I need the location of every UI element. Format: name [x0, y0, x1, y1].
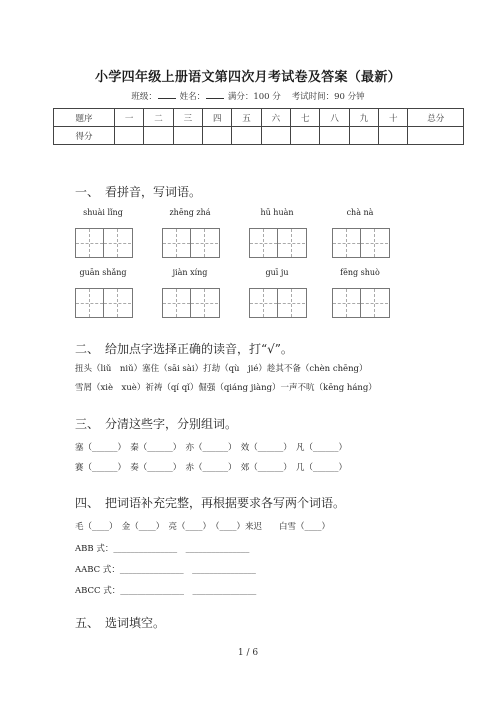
writing-grid[interactable]: [332, 288, 390, 318]
writing-grid[interactable]: [249, 288, 307, 318]
score-table-header-row: [54, 109, 464, 127]
writing-grid[interactable]: [162, 288, 220, 318]
score-table-score-row: [54, 127, 464, 145]
section2-heading: 二、 给加点字选择正确的读音，打“√”。: [75, 342, 293, 356]
question-line: 塞（______） 秦（______） 亦（______） 效（______） 凡（______）: [75, 443, 348, 453]
pinyin-label: chà nà: [346, 208, 374, 217]
abb-line: ABB 式：_______________ _______________: [75, 544, 250, 554]
pinyin-label: fēng shuò: [340, 268, 380, 277]
score-input-cell[interactable]: [320, 127, 349, 145]
writing-grid[interactable]: [249, 228, 307, 258]
score-input-cell[interactable]: [232, 127, 261, 145]
pinyin-label: hū huàn: [260, 208, 294, 217]
name-blank[interactable]: [206, 90, 224, 99]
table-cell: 八: [320, 109, 349, 127]
score-input-cell[interactable]: [173, 127, 202, 145]
score-input-cell[interactable]: [144, 127, 173, 145]
section5-heading: 五、 选词填空。: [75, 616, 166, 630]
exam-meta: [0, 90, 496, 102]
table-cell: 二: [144, 109, 173, 127]
table-cell: 九: [349, 109, 378, 127]
score-input-cell[interactable]: [408, 127, 464, 145]
writing-grid[interactable]: [75, 228, 133, 258]
table-cell: 七: [291, 109, 320, 127]
pinyin-label: shuài lǐng: [83, 208, 123, 217]
score-input-cell[interactable]: [115, 127, 144, 145]
score-input-cell[interactable]: [291, 127, 320, 145]
section3-heading: 三、 分清这些字，分别组词。: [75, 417, 238, 431]
score-table: [53, 108, 464, 145]
question-line: 扭头（liǔ niǔ）塞住（sāi sài）打劫（qù jié）趁其不备（chèn chēng）: [75, 364, 368, 374]
page-number: 1 / 6: [237, 648, 259, 658]
class-blank[interactable]: [158, 90, 176, 99]
aabc-line: AABC 式：_______________ _______________: [75, 565, 256, 575]
abcc-line: ABCC 式：_______________ _______________: [75, 586, 257, 596]
score-input-cell[interactable]: [349, 127, 378, 145]
table-cell: 五: [232, 109, 261, 127]
writing-grid[interactable]: [162, 228, 220, 258]
pinyin-label: zhēng zhá: [169, 208, 211, 217]
question-line: 赛（______） 奏（______） 赤（______） 郊（______） 几（______）: [75, 463, 348, 473]
table-cell: 十: [379, 109, 408, 127]
pinyin-label: guī ju: [265, 268, 289, 277]
table-cell: 得分: [54, 127, 115, 145]
section4-heading: 四、 把词语补充完整，再根据要求各写两个词语。: [75, 496, 346, 510]
table-cell: 四: [203, 109, 232, 127]
table-cell: 三: [173, 109, 202, 127]
table-cell: 题序: [54, 109, 115, 127]
writing-grid[interactable]: [75, 288, 133, 318]
score-input-cell[interactable]: [203, 127, 232, 145]
writing-grid[interactable]: [332, 228, 390, 258]
page-title: 小学四年级上册语文第四次月考试卷及答案（最新）: [95, 70, 401, 85]
score-label: 满分：100 分: [227, 92, 281, 102]
pinyin-label: guān shǎng: [79, 268, 127, 277]
pinyin-label: jiàn xíng: [172, 268, 208, 277]
name-label: 姓名：: [179, 92, 206, 102]
time-label: 考试时间：90 分钟: [291, 92, 365, 102]
score-input-cell[interactable]: [261, 127, 290, 145]
section1-heading: 一、 看拼音，写词语。: [75, 185, 202, 199]
score-input-cell[interactable]: [379, 127, 408, 145]
table-cell: 总分: [408, 109, 464, 127]
class-label: 班级：: [131, 92, 157, 102]
question-line: 毛（____） 金（____） 亮（____） （____）来迟 白雪（____）: [75, 522, 331, 532]
question-line: 雪屑（xiè xuè）祈祷（qí qǐ）倔强（qiáng jiàng）一声不吭（kēng háng）: [75, 383, 377, 393]
table-cell: 六: [261, 109, 290, 127]
table-cell: 一: [115, 109, 144, 127]
